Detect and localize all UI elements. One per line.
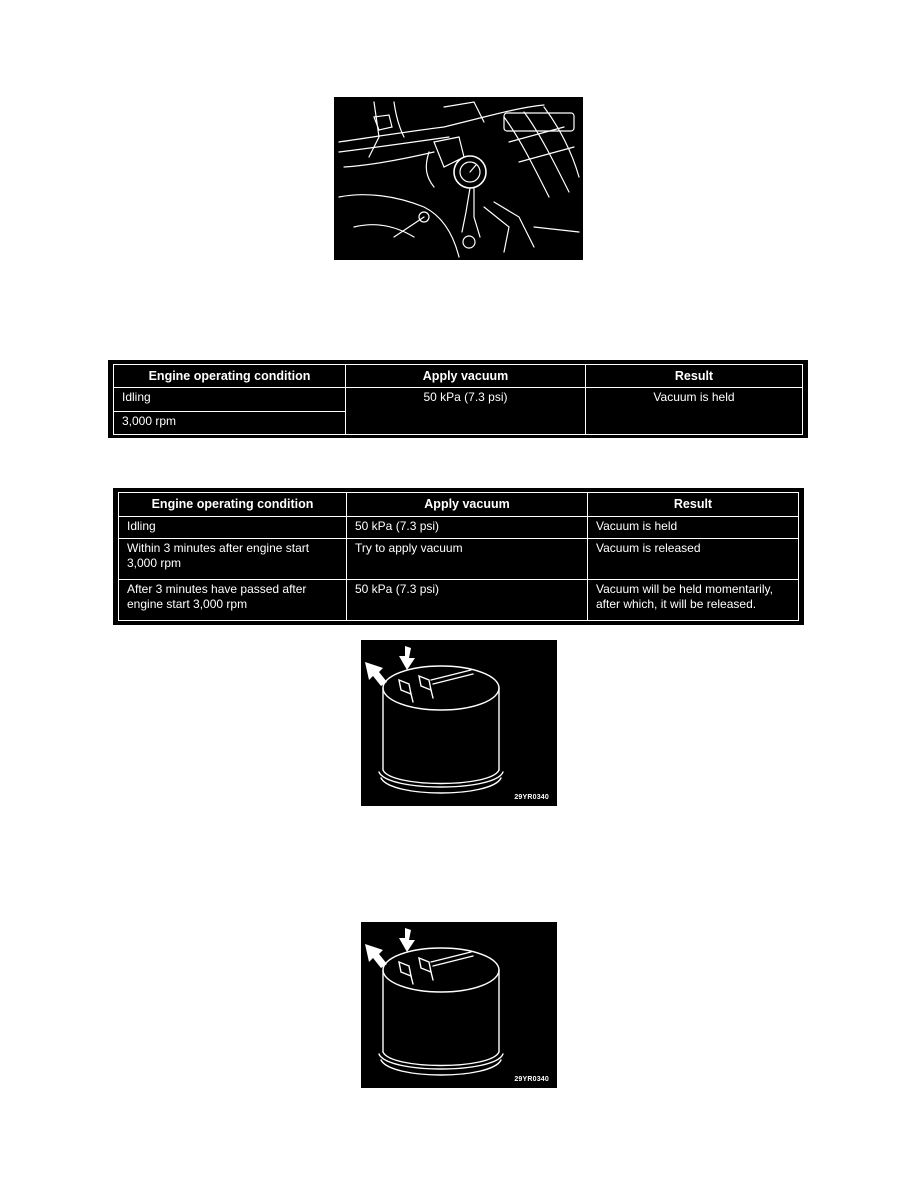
canister-with-arrows-illustration-icon: [361, 640, 557, 806]
table-header-row: [119, 493, 799, 517]
table-row: [119, 539, 799, 580]
table-row: [119, 580, 799, 621]
condition-cell: Idling: [114, 388, 346, 412]
condition-line-2: 3,000 rpm: [127, 556, 182, 571]
canister-with-arrows-illustration-icon: [361, 922, 557, 1088]
header-engine-operating-condition: Engine operating condition: [119, 493, 347, 517]
header-engine-operating-condition: Engine operating condition: [114, 365, 346, 388]
result-cell: Vacuum is held: [588, 516, 799, 539]
figure-code-label: 29YR0340: [514, 1076, 549, 1083]
vacuum-cell: 50 kPa (7.3 psi): [347, 516, 588, 539]
canister-figure-1: [361, 640, 557, 806]
condition-line-1: After 3 minutes have passed after: [127, 582, 307, 597]
condition-cell: [119, 580, 347, 621]
spec-table: [113, 364, 803, 435]
vacuum-gauge-engine-illustration-icon: [334, 97, 583, 260]
canister-figure-2: [361, 922, 557, 1088]
engine-vacuum-gauge-figure: [334, 97, 583, 260]
vacuum-cell: Try to apply vacuum: [347, 539, 588, 580]
figure-code-label: 29YR0340: [514, 794, 549, 801]
vacuum-test-table-2: [113, 488, 804, 625]
header-apply-vacuum: Apply vacuum: [346, 365, 586, 388]
result-line-1: Vacuum will be held momentarily,: [596, 582, 773, 597]
condition-cell: Idling: [119, 516, 347, 539]
table-row: [119, 516, 799, 539]
condition-cell: 3,000 rpm: [114, 412, 346, 435]
vacuum-cell: 50 kPa (7.3 psi): [346, 388, 586, 435]
result-line-2: after which, it will be released.: [596, 597, 757, 612]
vacuum-test-table-1: [108, 360, 808, 438]
result-cell: [588, 580, 799, 621]
spec-table: [118, 492, 799, 621]
table-header-row: [114, 365, 803, 388]
header-result: Result: [586, 365, 803, 388]
condition-line-1: Within 3 minutes after engine start: [127, 541, 310, 556]
header-apply-vacuum: Apply vacuum: [347, 493, 588, 517]
condition-cell: [119, 539, 347, 580]
result-cell: Vacuum is held: [586, 388, 803, 435]
result-cell: Vacuum is released: [588, 539, 799, 580]
header-result: Result: [588, 493, 799, 517]
condition-line-2: engine start 3,000 rpm: [127, 597, 248, 612]
table-row: [114, 388, 803, 412]
vacuum-cell: 50 kPa (7.3 psi): [347, 580, 588, 621]
